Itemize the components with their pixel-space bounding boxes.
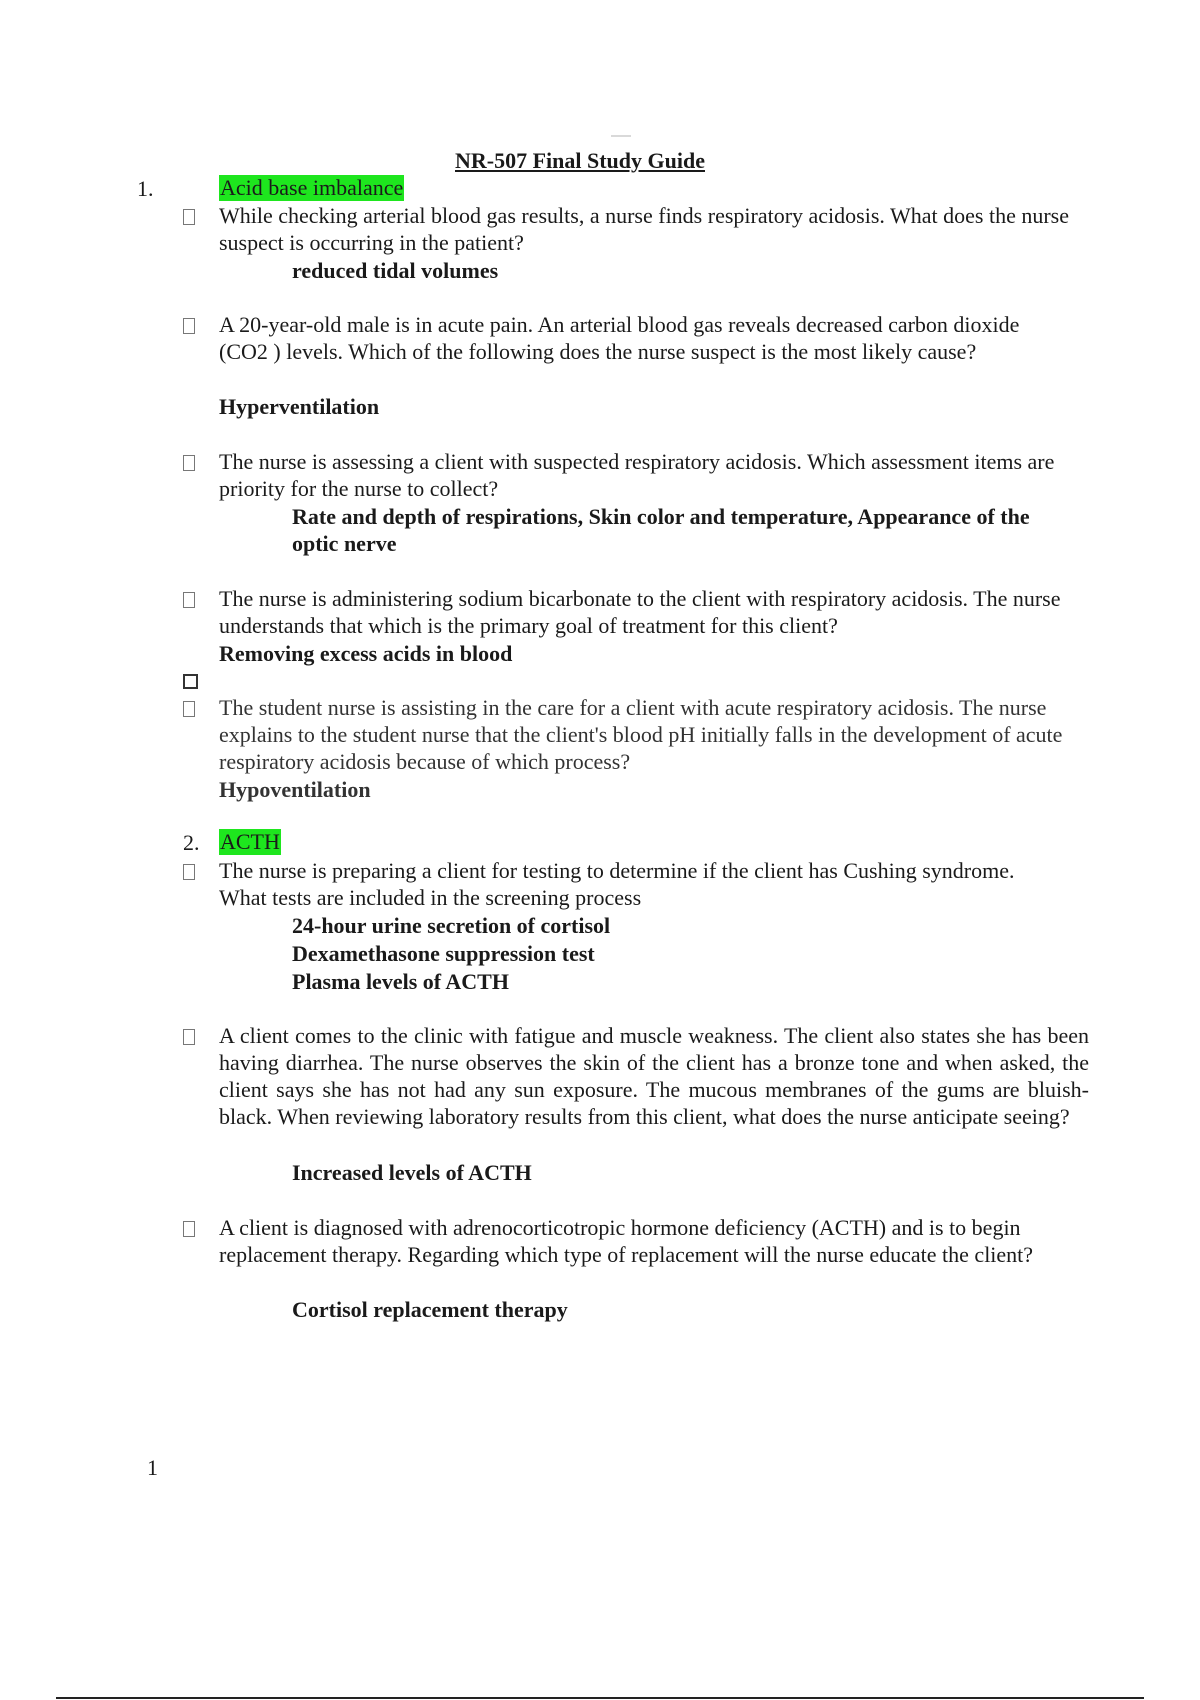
section-heading: Acid base imbalance — [220, 175, 404, 200]
question-text: The nurse is assessing a client with suspected respiratory acidosis. Which assessment items are priority for the nurse to collect? — [219, 449, 1055, 501]
answer-text: Hyperventilation — [219, 394, 380, 419]
section-number: 1. — [137, 176, 154, 201]
header-mark — [611, 135, 631, 137]
question-text: A client comes to the clinic with fatigue and muscle weakness. The client also states she has been having diarrhea. The nurse observes the skin of the client has a bronze tone and when asked, the client says she has not had any sun exposure. The mucous membranes of the gums are bluish-black. When reviewing laboratory results from this client, what does the nurse anticipate seeing? — [219, 1023, 1089, 1129]
answer-text: reduced tidal volumes — [292, 258, 499, 283]
bullet-icon — [183, 592, 195, 608]
document-title: NR-507 Final Study Guide — [455, 148, 705, 173]
answer-text: Hypoventilation — [219, 777, 371, 802]
answer-text: 24-hour urine secretion of cortisol — [292, 913, 611, 938]
bullet-icon — [183, 209, 195, 225]
section-number: 2. — [183, 830, 200, 855]
bullet-icon — [183, 701, 195, 717]
bottom-rule — [56, 1697, 1144, 1699]
section-heading: ACTH — [220, 829, 280, 854]
empty-checkbox-icon — [183, 674, 198, 689]
bullet-icon — [183, 864, 195, 880]
answer-text: Rate and depth of respirations, Skin color and temperature, Appearance of the optic nerve — [292, 504, 1030, 556]
bullet-icon — [183, 455, 195, 471]
question-text: The nurse is preparing a client for testing to determine if the client has Cushing syndrome. What tests are included in the screening process — [219, 858, 1015, 910]
question-text: The student nurse is assisting in the care for a client with acute respiratory acidosis. The nurse explains to the student nurse that the client's blood pH initially falls in the development of acute respiratory acidosis because of which process? — [219, 695, 1063, 774]
bullet-icon — [183, 1221, 195, 1237]
question-text: The nurse is administering sodium bicarbonate to the client with respiratory acidosis. The nurse understands that which is the primary goal of treatment for this client? — [219, 586, 1061, 638]
answer-text: Dexamethasone suppression test — [292, 941, 595, 966]
question-text: While checking arterial blood gas results, a nurse finds respiratory acidosis. What does the nurse suspect is occurring in the patient? — [219, 203, 1070, 255]
answer-text: Cortisol replacement therapy — [292, 1297, 568, 1322]
page-number: 1 — [147, 1455, 158, 1480]
question-text: A client is diagnosed with adrenocorticotropic hormone deficiency (ACTH) and is to begin replacement therapy. Regarding which type of replacement will the nurse educate the client? — [219, 1215, 1034, 1267]
question-text: A 20-year-old male is in acute pain. An arterial blood gas reveals decreased carbon dioxide (CO2 ) levels. Which of the following does the nurse suspect is the most likely cause? — [219, 312, 1020, 364]
answer-text: Plasma levels of ACTH — [292, 969, 509, 994]
answer-text: Increased levels of ACTH — [292, 1160, 532, 1185]
bullet-icon — [183, 318, 195, 334]
bullet-icon — [183, 1029, 195, 1045]
answer-text: Removing excess acids in blood — [219, 641, 513, 666]
